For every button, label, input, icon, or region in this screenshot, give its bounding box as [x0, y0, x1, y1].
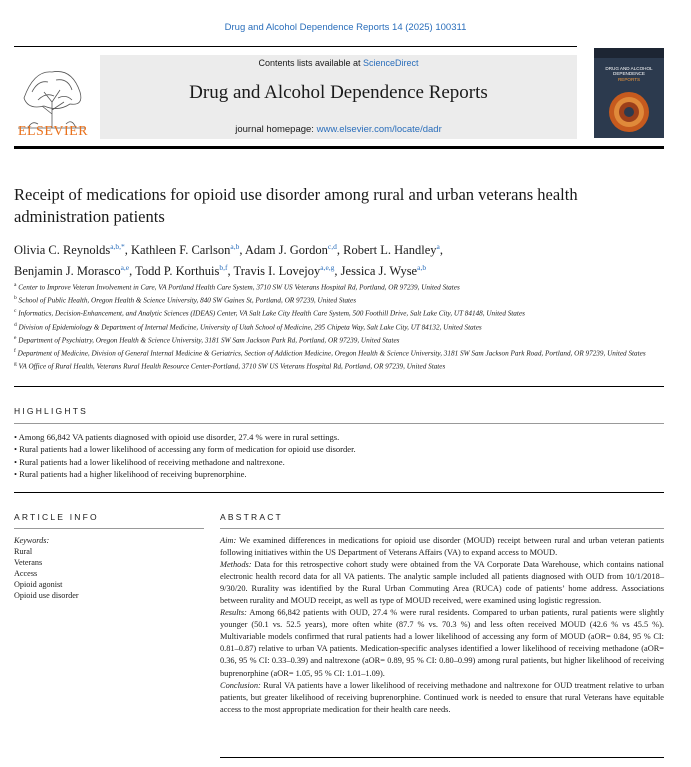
- affiliation-text: Division of Epidemiology & Department of Internal Medicine, University of Utah School of Medicine, 295 Chipeta Way, Salt Lake City, UT 84132, United States: [18, 322, 482, 331]
- author-separator: ,: [239, 243, 245, 258]
- highlights-bottom-rule: [14, 492, 664, 493]
- abstract-rule: [220, 528, 664, 529]
- journal-title: Drug and Alcohol Dependence Reports: [189, 82, 488, 103]
- abstract-section-text: We examined differences in medications for opioid use disorder (MOUD) receipt between rural and urban veteran patients following initiatives within the US Department of Veterans Affairs (VA) to expand access to MOUD.: [220, 536, 664, 558]
- affiliation-text: School of Public Health, Oregon Health & Science University, 840 SW Gaines St, Portland, OR 97239, United States: [18, 296, 357, 305]
- cover-title: [598, 66, 660, 82]
- author-affiliation-marker[interactable]: a: [436, 242, 440, 251]
- author-list: [14, 238, 664, 280]
- elsevier-wordmark: ELSEVIER: [17, 124, 89, 139]
- author-name[interactable]: Travis I. Lovejoy: [233, 264, 321, 279]
- author-name[interactable]: Olivia C. Reynolds: [14, 243, 111, 258]
- abstract-paragraph: [220, 535, 664, 559]
- author-name[interactable]: Jessica J. Wyse: [340, 264, 418, 279]
- author-name[interactable]: Robert L. Handley: [343, 243, 437, 258]
- abstract-section-text: Rural VA patients have a lower likelihood of receiving methadone and naltrexone for OUD treatment relative to urban patients, but greater likelihood of receiving buprenorphine. Continued work is needed to ensure that rural Veterans have equitable access to the most appropriate medication for their health care needs.: [220, 680, 664, 714]
- highlights-heading: HIGHLIGHTS: [14, 406, 88, 416]
- affiliation-marker: a: [14, 282, 17, 288]
- contents-line: [100, 58, 577, 68]
- author-separator: ,: [124, 243, 132, 258]
- affiliation-text: VA Office of Rural Health, Veterans Rural Health Resource Center-Portland, 3710 SW US Veterans Hospital Rd, Portland, OR 97239, United States: [18, 362, 446, 371]
- cover-top-band: [594, 48, 664, 58]
- cover-title-text: DRUG AND ALCOHOL DEPENDENCE: [605, 66, 653, 77]
- abstract-paragraph: [220, 680, 664, 716]
- keyword-item: Access: [14, 569, 38, 578]
- affiliation-item: [14, 346, 664, 359]
- affiliation-item: [14, 359, 664, 372]
- author-separator: ,: [227, 264, 234, 279]
- affiliation-marker: b: [14, 295, 17, 302]
- author-separator: ,: [439, 243, 443, 258]
- affiliations-rule: [14, 386, 664, 387]
- keywords-block: [14, 535, 204, 601]
- highlights-list: [14, 431, 664, 480]
- cover-swirl-graphic: [602, 86, 656, 134]
- affiliation-item: [14, 333, 664, 346]
- keyword-item: Opioid use disorder: [14, 591, 79, 600]
- highlight-item: • Rural patients had a lower likelihood of accessing any form of medication for opioid use disorder.: [14, 444, 356, 455]
- keyword-item: Opioid agonist: [14, 580, 63, 589]
- affiliation-text: Department of Psychiatry, Oregon Health & Science University, 3181 SW Sam Jackson Park Rd, Portland, OR 97239, United States: [18, 336, 400, 345]
- author-separator: ,: [334, 264, 341, 279]
- affiliation-marker: c: [14, 308, 17, 315]
- header-top-rule: [14, 46, 577, 47]
- highlights-rule: [14, 423, 664, 424]
- author-separator: ,: [336, 243, 344, 258]
- abstract-paragraph: [220, 607, 664, 679]
- abstract-section-text: Data for this retrospective cohort study were obtained from the VA Corporate Data Warehouse, which contains national electronic health record data for all VA patients. The analytic sample included all patients diagnosed with OUD from 10/1/2018–9/30/20. Rurality was identified by the Rural Urban Commuting Area (RUCA) code of patients’ home address. Associations between rurality and MOUD receipt, as well as type of MOUD received, were examined using logistic regression.: [220, 560, 664, 606]
- header-bottom-rule: [14, 146, 664, 149]
- affiliation-marker: e: [14, 334, 17, 341]
- abstract-section-label: Conclusion:: [220, 680, 261, 690]
- affiliation-text: Department of Medicine, Division of General Internal Medicine & Geriatrics, Section of Addiction Medicine, Oregon Health & Science University, 3181 SW Sam Jackson Park Road, Portland, OR 97239, United States: [17, 349, 646, 358]
- keywords-label: Keywords:: [14, 536, 50, 545]
- sciencedirect-link[interactable]: ScienceDirect: [363, 58, 419, 68]
- affiliation-item: [14, 320, 664, 333]
- author-name[interactable]: Todd P. Korthuis: [135, 264, 220, 279]
- keyword-item: Rural: [14, 547, 33, 556]
- author-affiliation-marker[interactable]: a,b: [417, 263, 427, 273]
- abstract-section-label: Methods:: [220, 560, 252, 570]
- affiliation-text: Center to Improve Veteran Involvement in Care, VA Portland Health Care System, 3710 SW US Veterans Hospital Rd, Portland, OR 97239, United States: [18, 283, 460, 292]
- affiliation-text: Informatics, Decision-Enhancement, and Analytic Sciences (IDEAS) Center, VA Salt Lake City Health Care System, 500 Foothill Drive, Salt Lake City, UT 84148, United States: [18, 309, 525, 318]
- author-affiliation-marker[interactable]: a,b: [230, 242, 240, 251]
- contents-prefix: Contents lists available at: [258, 58, 364, 68]
- author-affiliation-marker[interactable]: c,d: [327, 242, 337, 251]
- affiliation-marker: g: [14, 361, 17, 368]
- author-name[interactable]: Kathleen F. Carlson: [131, 243, 231, 258]
- affiliation-marker: f: [14, 347, 16, 354]
- cover-subtitle-text: REPORTS: [617, 76, 641, 82]
- keyword-list: [14, 546, 204, 601]
- homepage-prefix: journal homepage:: [235, 124, 317, 135]
- affiliation-item: [14, 280, 664, 293]
- author-name[interactable]: Benjamin J. Morasco: [14, 264, 121, 279]
- author-name[interactable]: Adam J. Gordon: [244, 243, 328, 258]
- abstract-body: [220, 535, 664, 716]
- affiliation-item: [14, 293, 664, 306]
- highlight-item: • Rural patients had a higher likelihood of receiving buprenorphine.: [14, 468, 247, 479]
- article-info-rule: [14, 528, 204, 529]
- abstract-bottom-rule: [220, 757, 664, 758]
- article-info-heading: ARTICLE INFO: [14, 512, 99, 522]
- keyword-item: Veterans: [14, 558, 43, 567]
- abstract-paragraph: [220, 559, 664, 607]
- author-separator: ,: [129, 264, 136, 279]
- abstract-section-label: Aim:: [220, 536, 237, 545]
- affiliation-list: [14, 280, 664, 372]
- homepage-line: [100, 124, 577, 135]
- author-affiliation-marker[interactable]: b,f: [219, 263, 228, 273]
- journal-homepage-link[interactable]: www.elsevier.com/locate/dadr: [316, 124, 442, 135]
- affiliation-item: [14, 306, 664, 319]
- article-title: Receipt of medications for opioid use disorder among rural and urban veterans health administration patients: [14, 185, 578, 226]
- abstract-section-text: Among 66,842 patients with OUD, 27.4 % were rural residents. Compared to urban patients, rural patients were slightly younger (50.1 vs. 52.5 years), more often white (87.7 % vs. 70.3 %) and less often received MOUD (42.6 % vs 45.5 %). Multivariable models confirmed that rural patients had a lower likelihood of accessing any form of MOUD (aOR= 0.84, 95 % CI: 0.81–0.87) relative to urban VA patients. Medication-specific analyses identified a lower likelihood of receiving methadone (aOR= 0.36, 95 % CI: 0.33–0.39) and naltrexone (aOR= 0.89, 95 % CI: 0.80–0.99) among rural patients, but higher likelihood of receiving buprenorphine (aOR= 1.05, 95 % CI: 1.01–1.09).: [220, 608, 664, 678]
- author-affiliation-marker[interactable]: a,e,g: [320, 263, 335, 273]
- journal-cover-image[interactable]: [594, 48, 664, 138]
- highlight-item: • Among 66,842 VA patients diagnosed with opioid use disorder, 27.4 % were in rural settings.: [14, 432, 340, 442]
- highlight-item: • Rural patients had a lower likelihood of receiving methadone and naltrexone.: [14, 456, 285, 467]
- author-affiliation-marker[interactable]: a,b,*: [110, 242, 125, 251]
- abstract-heading: ABSTRACT: [220, 512, 283, 522]
- abstract-section-label: Results:: [220, 608, 247, 618]
- affiliation-marker: d: [14, 321, 17, 328]
- journal-reference[interactable]: Drug and Alcohol Dependence Reports 14 (2025) 100311: [224, 22, 467, 33]
- author-affiliation-marker[interactable]: a,e: [120, 263, 130, 273]
